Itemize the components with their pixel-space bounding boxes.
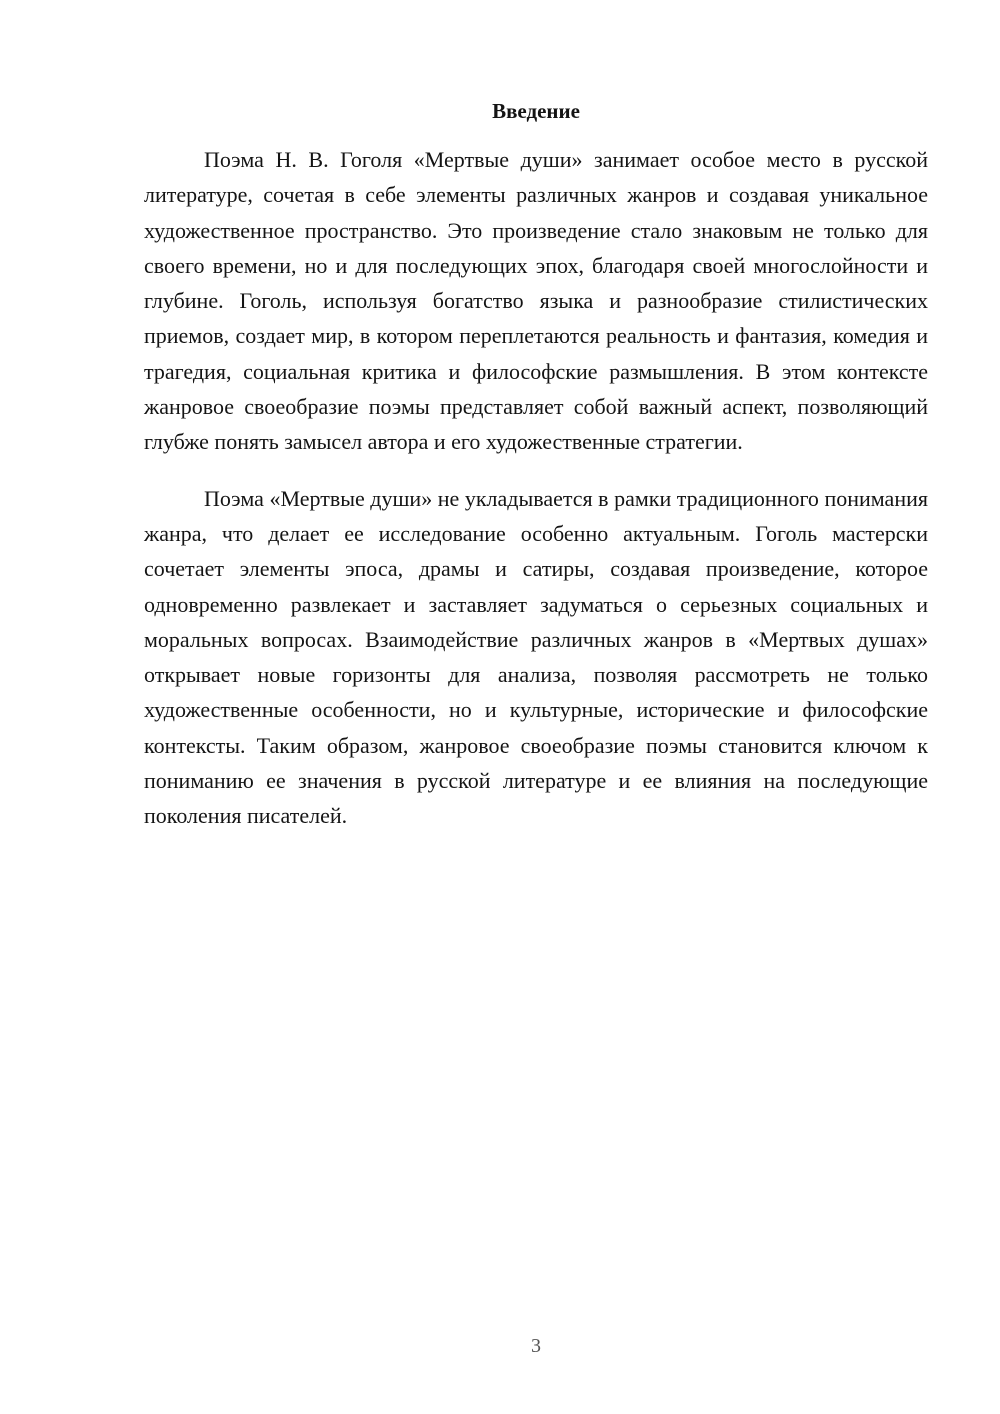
paragraph-1: Поэма Н. В. Гоголя «Мертвые души» занимает особое место в русской литературе, сочетая в себе элементы различных жанров и создавая уникальное художественное пространство. Это произведение стало знаковым не только для своего времени, но и для последующих эпох, благодаря своей многослойности и глубине. Гоголь, используя богатство языка и разнообразие стилистических приемов, создает мир, в котором переплетаются реальность и фантазия, комедия и трагедия, социальная критика и философские размышления. В этом контексте жанровое своеобразие поэмы представляет собой важный аспект, позволяющий глубже понять замысел автора и его художественные стратегии. [144,147,928,455]
paragraph-2: Поэма «Мертвые души» не укладывается в рамки традиционного понимания жанра, что делает ее исследование особенно актуальным. Гоголь мастерски сочетает элементы эпоса, драмы и сатиры, создавая произведение, которое одновременно развлекает и заставляет задуматься о серьезных социальных и моральных вопросах. Взаимодействие различных жанров в «Мертвых душах» открывает новые горизонты для анализа, позволяя рассмотреть не только художественные особенности, но и культурные, исторические и философские контексты. Таким образом, жанровое своеобразие поэмы становится ключом к пониманию ее значения в русской литературе и ее влияния на последующие поколения писателей. [144,485,928,829]
page-number: 3 [531,1335,541,1357]
body-text [144,142,928,834]
section-title: Введение [492,99,580,123]
